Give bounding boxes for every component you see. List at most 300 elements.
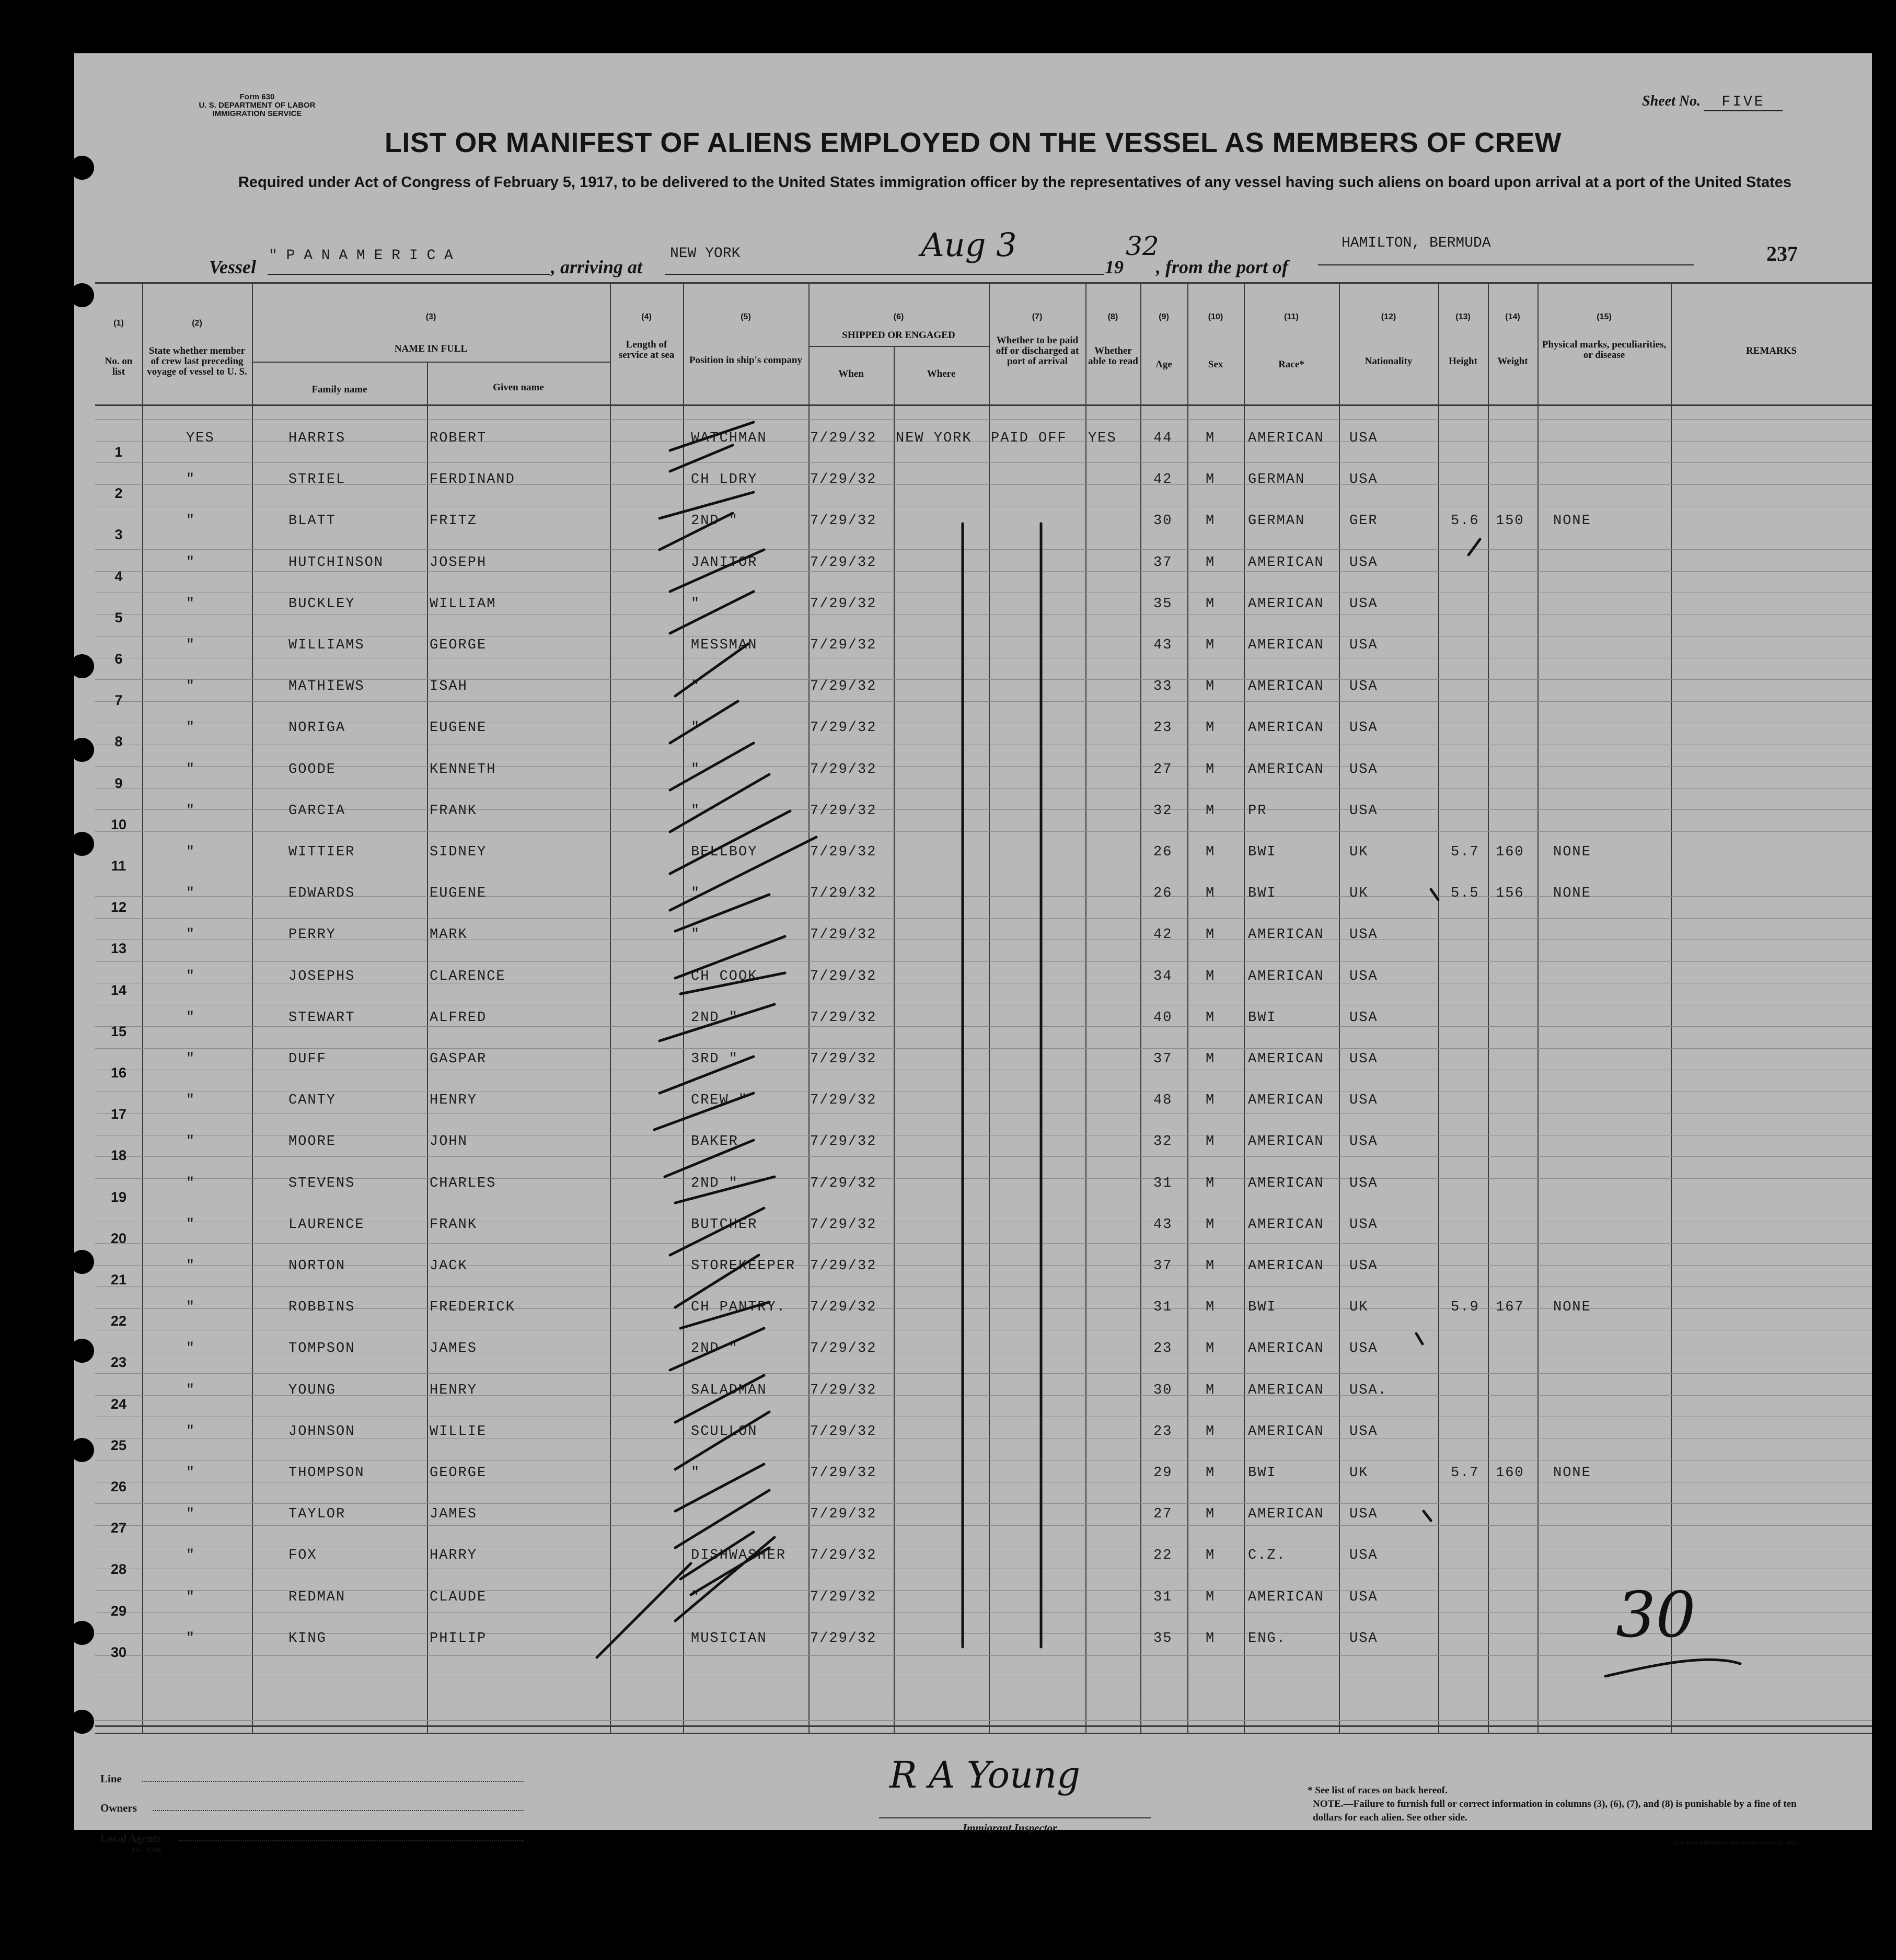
cell-age: 43: [1153, 1216, 1173, 1233]
cell-sex: M: [1206, 1093, 1216, 1109]
form-line: IMMIGRATION SERVICE: [212, 109, 302, 118]
cell-marks: NONE: [1553, 1465, 1591, 1481]
cell-nat: GER: [1349, 513, 1378, 529]
line-label: Line: [100, 1772, 122, 1785]
cell-race: AMERICAN: [1248, 1093, 1324, 1109]
cell-sex: M: [1206, 1051, 1216, 1067]
cell-sex: M: [1206, 596, 1216, 612]
header-remarks: REMARKS: [1745, 345, 1797, 356]
cell-crew: ": [186, 679, 196, 695]
cell-when: 7/29/32: [810, 513, 877, 529]
cell-weight: 160: [1496, 844, 1524, 860]
cell-weight: 167: [1496, 1300, 1524, 1316]
cell-race: BWI: [1248, 844, 1277, 860]
column-number: (15): [1597, 312, 1612, 321]
cell-position: BELLBOY: [691, 844, 758, 860]
header-paid-off: Whether to be paid off or discharged at port of arrival: [996, 335, 1079, 367]
cell-family: ROBBINS: [288, 1300, 355, 1316]
cell-crew: ": [186, 1341, 196, 1357]
cell-no: 2: [114, 485, 123, 502]
cell-no: 27: [110, 1520, 127, 1536]
column-number: (3): [425, 312, 436, 321]
cell-nat: USA: [1349, 1134, 1378, 1150]
header-length-service: Length of service at sea: [618, 339, 675, 361]
cell-when: 7/29/32: [810, 1134, 877, 1150]
cell-nat: USA: [1349, 1630, 1378, 1646]
cell-family: HARRIS: [288, 431, 346, 446]
cell-no: 11: [111, 858, 126, 874]
cell-marks: NONE: [1553, 1300, 1591, 1316]
cell-crew: ": [186, 1423, 196, 1440]
cell-no: 20: [110, 1230, 127, 1246]
cell-sex: M: [1206, 637, 1216, 653]
cell-family: BUCKLEY: [288, 596, 355, 612]
cell-when: 7/29/32: [810, 844, 877, 860]
header-position: Position in ship's company: [689, 355, 802, 366]
cell-crew: ": [186, 761, 196, 778]
cell-nat: USA: [1349, 1506, 1378, 1523]
cell-position: 2ND ": [691, 1175, 739, 1191]
cell-given: GASPAR: [430, 1051, 487, 1067]
cell-height: 5.7: [1451, 844, 1479, 860]
cell-race: PR: [1248, 803, 1267, 819]
cell-race: AMERICAN: [1248, 1506, 1324, 1523]
cell-sex: M: [1206, 761, 1216, 778]
cell-no: 22: [110, 1313, 127, 1329]
cell-age: 37: [1153, 554, 1173, 571]
cell-age: 22: [1153, 1548, 1173, 1564]
header-able-read: Whether able to read: [1088, 345, 1138, 367]
cell-nat: USA: [1349, 431, 1378, 446]
cell-no: 4: [114, 568, 123, 584]
cell-family: GOODE: [288, 761, 337, 778]
cell-family: YOUNG: [288, 1382, 337, 1398]
cell-position: ": [691, 886, 701, 902]
cell-family: PERRY: [288, 927, 337, 943]
cell-no: 7: [114, 692, 123, 709]
cell-no: 28: [110, 1561, 127, 1578]
cell-age: 37: [1153, 1051, 1173, 1067]
cell-position: STOREKEEPER: [691, 1258, 796, 1274]
cell-weight: 150: [1496, 513, 1524, 529]
cell-when: 7/29/32: [810, 431, 877, 446]
cell-nat: USA: [1349, 1051, 1378, 1067]
cell-age: 43: [1153, 637, 1173, 653]
cell-race: AMERICAN: [1248, 1051, 1324, 1067]
cell-marks: NONE: [1553, 844, 1591, 860]
cell-height: 5.5: [1451, 886, 1479, 902]
cell-race: AMERICAN: [1248, 1423, 1324, 1440]
manifest-sheet: [74, 53, 1872, 1854]
cell-nat: UK: [1349, 1300, 1369, 1316]
cell-no: 5: [114, 609, 123, 625]
cell-sex: M: [1206, 554, 1216, 571]
cell-no: 17: [110, 1106, 127, 1122]
arrival-year: 32: [1126, 231, 1159, 261]
handwritten-total: 30: [1616, 1579, 1696, 1652]
cell-when: 7/29/32: [810, 554, 877, 571]
cell-family: STRIEL: [288, 472, 346, 488]
cell-crew: ": [186, 596, 196, 612]
cell-crew: ": [186, 1216, 196, 1233]
column-number: (6): [893, 312, 904, 321]
cell-position: JANITOR: [691, 554, 758, 571]
cell-given: JAMES: [430, 1341, 478, 1357]
cell-crew: ": [186, 720, 196, 736]
cell-when: 7/29/32: [810, 1216, 877, 1233]
cell-age: 26: [1153, 844, 1173, 860]
cell-family: BLATT: [288, 513, 337, 529]
cell-no: 21: [110, 1272, 127, 1288]
cell-crew: ": [186, 637, 196, 653]
cell-race: ENG.: [1248, 1630, 1286, 1646]
cell-position: BUTCHER: [691, 1216, 758, 1233]
cell-nat: USA: [1349, 637, 1378, 653]
header-height: Height: [1449, 356, 1477, 367]
cell-given: FRITZ: [430, 513, 478, 529]
cell-nat: USA: [1349, 472, 1378, 488]
handwritten-checkmarks: [74, 53, 1872, 1830]
cell-age: 37: [1153, 1258, 1173, 1274]
cell-race: AMERICAN: [1248, 1341, 1324, 1357]
cell-sex: M: [1206, 1216, 1216, 1233]
cell-race: AMERICAN: [1248, 1134, 1324, 1150]
cell-read: YES: [1088, 431, 1117, 446]
column-number: (13): [1455, 312, 1471, 321]
cell-no: 6: [114, 651, 123, 667]
cell-given: ROBERT: [430, 431, 487, 446]
cell-no: 3: [114, 527, 123, 543]
cell-given: HENRY: [430, 1382, 478, 1398]
header-given-name: Given name: [493, 382, 544, 393]
race-note: * See list of races on back hereof.: [1308, 1785, 1448, 1796]
column-number: (12): [1381, 312, 1396, 321]
cell-race: BWI: [1248, 1300, 1277, 1316]
cell-when: 7/29/32: [810, 1341, 877, 1357]
cell-nat: USA: [1349, 1093, 1378, 1109]
cell-age: 32: [1153, 803, 1173, 819]
header-nationality: Nationality: [1365, 356, 1413, 367]
cell-given: CLARENCE: [430, 968, 506, 984]
cell-sex: M: [1206, 1134, 1216, 1150]
cell-nat: USA: [1349, 1175, 1378, 1191]
header-sex: Sex: [1208, 359, 1223, 370]
cell-age: 29: [1153, 1465, 1173, 1481]
cell-position: ": [691, 679, 701, 695]
page-number: 237: [1766, 242, 1798, 265]
cell-when: 7/29/32: [810, 803, 877, 819]
cell-marks: NONE: [1553, 886, 1591, 902]
header-age: Age: [1155, 359, 1172, 370]
cell-position: WATCHMAN: [691, 431, 767, 446]
cell-family: JOHNSON: [288, 1423, 355, 1440]
cell-when: 7/29/32: [810, 1382, 877, 1398]
cell-family: WITTIER: [288, 844, 355, 860]
cell-when: 7/29/32: [810, 761, 877, 778]
agents-code: 14—1240: [132, 1847, 161, 1854]
cell-position: ": [691, 1589, 701, 1605]
cell-given: HENRY: [430, 1093, 478, 1109]
cell-no: 30: [110, 1644, 127, 1660]
cell-family: TAYLOR: [288, 1506, 346, 1523]
cell-given: CLAUDE: [430, 1589, 487, 1605]
year-prefix: 19: [1105, 257, 1124, 277]
cell-crew: ": [186, 1134, 196, 1150]
cell-race: AMERICAN: [1248, 554, 1324, 571]
header-no-on-list: No. on list: [105, 356, 133, 377]
cell-race: AMERICAN: [1248, 431, 1324, 446]
cell-when: 7/29/32: [810, 1589, 877, 1605]
arrival-date: Aug 3: [921, 226, 1017, 264]
cell-nat: USA: [1349, 1216, 1378, 1233]
cell-no: 1: [114, 444, 123, 460]
cell-position: DISHWASHER: [691, 1548, 787, 1564]
cell-age: 31: [1153, 1300, 1173, 1316]
cell-no: 12: [110, 899, 127, 915]
cell-sex: M: [1206, 1506, 1216, 1523]
cell-age: 31: [1153, 1175, 1173, 1191]
cell-position: ": [691, 1465, 701, 1481]
cell-crew: ": [186, 1258, 196, 1274]
cell-crew: ": [186, 1010, 196, 1026]
cell-nat: USA: [1349, 968, 1378, 984]
cell-when: 7/29/32: [810, 637, 877, 653]
cell-family: MOORE: [288, 1134, 337, 1150]
cell-family: NORTON: [288, 1258, 346, 1274]
cell-family: JOSEPHS: [288, 968, 355, 984]
cell-sex: M: [1206, 1630, 1216, 1646]
column-number: (10): [1208, 312, 1223, 321]
cell-family: NORIGA: [288, 720, 346, 736]
cell-sex: M: [1206, 1423, 1216, 1440]
cell-nat: USA: [1349, 927, 1378, 943]
cell-family: HUTCHINSON: [288, 554, 384, 571]
cell-age: 33: [1153, 679, 1173, 695]
cell-given: JOSEPH: [430, 554, 487, 571]
cell-position: CREW ": [691, 1093, 748, 1109]
cell-race: AMERICAN: [1248, 1258, 1324, 1274]
cell-given: JAMES: [430, 1506, 478, 1523]
form-line: Form 630: [239, 92, 275, 101]
cell-when: 7/29/32: [810, 1093, 877, 1109]
cell-nat: UK: [1349, 886, 1369, 902]
cell-when: 7/29/32: [810, 596, 877, 612]
page-title: LIST OR MANIFEST OF ALIENS EMPLOYED ON THE VESSEL AS MEMBERS OF CREW: [384, 127, 1562, 158]
cell-crew: ": [186, 1175, 196, 1191]
cell-age: 35: [1153, 596, 1173, 612]
cell-sex: M: [1206, 472, 1216, 488]
cell-when: 7/29/32: [810, 886, 877, 902]
cell-race: BWI: [1248, 1465, 1277, 1481]
cell-position: ": [691, 927, 701, 943]
cell-given: FRANK: [430, 803, 478, 819]
header-weight: Weight: [1497, 356, 1528, 367]
cell-nat: USA: [1349, 1341, 1378, 1357]
cell-crew: ": [186, 927, 196, 943]
cell-sex: M: [1206, 1010, 1216, 1026]
cell-when: 7/29/32: [810, 1300, 877, 1316]
cell-given: GEORGE: [430, 637, 487, 653]
cell-given: KENNETH: [430, 761, 496, 778]
cell-race: GERMAN: [1248, 513, 1305, 529]
cell-nat: USA: [1349, 1589, 1378, 1605]
cell-nat: USA: [1349, 679, 1378, 695]
column-number: (5): [741, 312, 751, 321]
cell-position: ": [691, 761, 701, 778]
cell-position: SCULLON: [691, 1423, 758, 1440]
cell-given: GEORGE: [430, 1465, 487, 1481]
header-name-in-full: NAME IN FULL: [394, 343, 468, 354]
header-family-name: Family name: [311, 384, 367, 395]
cell-sex: M: [1206, 513, 1216, 529]
cell-age: 27: [1153, 1506, 1173, 1523]
cell-age: 26: [1153, 886, 1173, 902]
cell-when: 7/29/32: [810, 472, 877, 488]
cell-when: 7/29/32: [810, 927, 877, 943]
cell-when: 7/29/32: [810, 679, 877, 695]
cell-given: ISAH: [430, 679, 468, 695]
cell-sex: M: [1206, 844, 1216, 860]
cell-no: 25: [110, 1437, 127, 1453]
cell-age: 27: [1153, 761, 1173, 778]
cell-race: BWI: [1248, 1010, 1277, 1026]
cell-race: AMERICAN: [1248, 679, 1324, 695]
cell-family: CANTY: [288, 1093, 337, 1109]
cell-age: 23: [1153, 720, 1173, 736]
cell-family: KING: [288, 1630, 327, 1646]
cell-crew: YES: [186, 431, 215, 446]
column-number: (8): [1107, 312, 1118, 321]
cell-age: 30: [1153, 1382, 1173, 1398]
cell-no: 8: [114, 734, 123, 750]
cell-nat: USA: [1349, 1258, 1378, 1274]
arriving-port: NEW YORK: [670, 246, 741, 262]
cell-family: TOMPSON: [288, 1341, 355, 1357]
column-number: (9): [1159, 312, 1169, 321]
cell-sex: M: [1206, 1589, 1216, 1605]
cell-crew: ": [186, 1382, 196, 1398]
cell-family: THOMPSON: [288, 1465, 365, 1481]
cell-family: STEVENS: [288, 1175, 355, 1191]
cell-sex: M: [1206, 886, 1216, 902]
cell-crew: ": [186, 1465, 196, 1481]
cell-nat: USA: [1349, 1548, 1378, 1564]
column-number: (7): [1032, 312, 1043, 321]
header-where: Where: [927, 368, 956, 379]
penalty-note: NOTE.—Failure to furnish full or correct information in columns (3), (6), (7), and (8) is punishable by a fine of ten dollars for each alien. See other side.: [1313, 1799, 1797, 1823]
cell-crew: ": [186, 1093, 196, 1109]
cell-crew: ": [186, 554, 196, 571]
cell-nat: USA.: [1349, 1382, 1388, 1398]
cell-sex: M: [1206, 803, 1216, 819]
cell-position: 2ND ": [691, 1341, 739, 1357]
cell-position: 2ND ": [691, 1010, 739, 1026]
arriving-label: , arriving at: [551, 257, 643, 277]
cell-age: 30: [1153, 513, 1173, 529]
cell-race: BWI: [1248, 886, 1277, 902]
cell-when: 7/29/32: [810, 1258, 877, 1274]
cell-no: 13: [110, 941, 127, 957]
cell-position: MESSMAN: [691, 637, 758, 653]
cell-when: 7/29/32: [810, 1506, 877, 1523]
cell-crew: ": [186, 886, 196, 902]
cell-position: SALADMAN: [691, 1382, 767, 1398]
cell-no: 19: [110, 1189, 127, 1205]
column-number: (11): [1284, 312, 1299, 321]
cell-given: FREDERICK: [430, 1300, 515, 1316]
cell-where: NEW YORK: [896, 431, 972, 446]
vessel-label: Vessel: [209, 257, 256, 277]
cell-crew: ": [186, 472, 196, 488]
cell-crew: ": [186, 844, 196, 860]
cell-given: FRANK: [430, 1216, 478, 1233]
cell-given: PHILIP: [430, 1630, 487, 1646]
cell-given: ALFRED: [430, 1010, 487, 1026]
cell-age: 34: [1153, 968, 1173, 984]
cell-race: AMERICAN: [1248, 1216, 1324, 1233]
from-port: HAMILTON, BERMUDA: [1342, 235, 1491, 251]
cell-nat: UK: [1349, 1465, 1369, 1481]
cell-sex: M: [1206, 927, 1216, 943]
cell-position: CH COOK: [691, 968, 758, 984]
cell-race: AMERICAN: [1248, 968, 1324, 984]
column-number: (4): [641, 312, 652, 321]
cell-race: AMERICAN: [1248, 637, 1324, 653]
cell-race: AMERICAN: [1248, 1382, 1324, 1398]
cell-position: ": [691, 720, 701, 736]
cell-given: FERDINAND: [430, 472, 515, 488]
column-number: (2): [192, 319, 202, 328]
cell-family: GARCIA: [288, 803, 346, 819]
cell-race: GERMAN: [1248, 472, 1305, 488]
cell-crew: ": [186, 1630, 196, 1646]
cell-crew: ": [186, 1506, 196, 1523]
cell-age: 23: [1153, 1423, 1173, 1440]
cell-no: 9: [114, 775, 123, 791]
cell-family: EDWARDS: [288, 886, 355, 902]
cell-family: STEWART: [288, 1010, 355, 1026]
cell-height: 5.7: [1451, 1465, 1479, 1481]
cell-race: AMERICAN: [1248, 1589, 1324, 1605]
page-subtitle: Required under Act of Congress of February 5, 1917, to be delivered to the United States immigration officer by the representatives of any vessel having such aliens on board upon arrival at a port of the United States: [238, 174, 1792, 191]
cell-no: 29: [110, 1603, 127, 1619]
cell-when: 7/29/32: [810, 1175, 877, 1191]
cell-when: 7/29/32: [810, 1465, 877, 1481]
cell-nat: USA: [1349, 1423, 1378, 1440]
inspector-signature: R A Young: [889, 1754, 1081, 1796]
inspector-label: Immigrant Inspector.: [963, 1822, 1059, 1834]
cell-given: WILLIAM: [430, 596, 496, 612]
cell-family: MATHIEWS: [288, 679, 365, 695]
form-line: U. S. DEPARTMENT OF LABOR: [199, 101, 316, 110]
cell-when: 7/29/32: [810, 1010, 877, 1026]
cell-position: ": [691, 803, 701, 819]
cell-crew: ": [186, 1300, 196, 1316]
cell-when: 7/29/32: [810, 1423, 877, 1440]
cell-family: LAURENCE: [288, 1216, 365, 1233]
cell-sex: M: [1206, 720, 1216, 736]
cell-given: JOHN: [430, 1134, 468, 1150]
cell-nat: UK: [1349, 844, 1369, 860]
cell-sex: M: [1206, 1300, 1216, 1316]
cell-age: 31: [1153, 1589, 1173, 1605]
cell-no: 23: [110, 1354, 127, 1371]
cell-position: CH LDRY: [691, 472, 758, 488]
cell-race: AMERICAN: [1248, 596, 1324, 612]
header-when: When: [838, 368, 864, 379]
cell-no: 16: [110, 1065, 127, 1081]
vessel-name: " P A N A M E R I C A: [269, 248, 453, 264]
